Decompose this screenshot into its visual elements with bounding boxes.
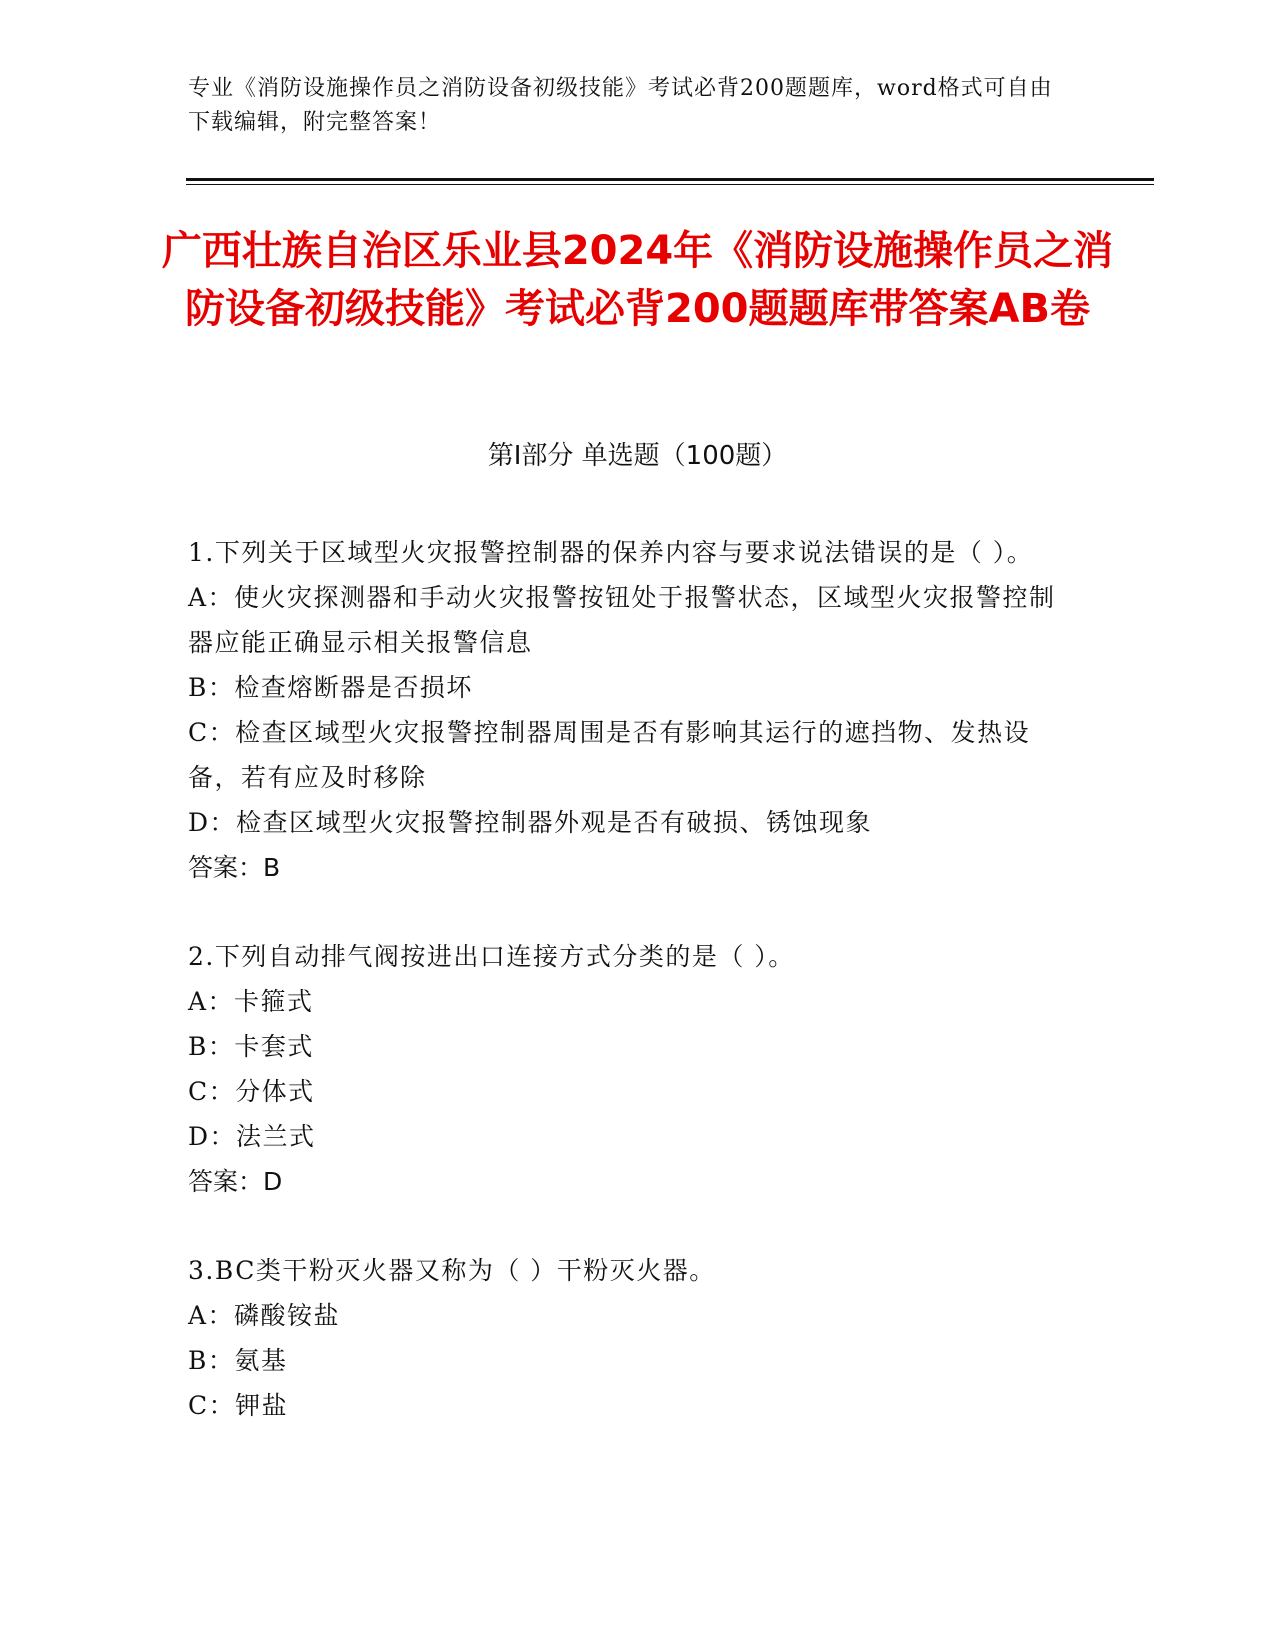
option-d: D：法兰式 (188, 1122, 316, 1151)
question-3 (188, 1248, 1068, 1428)
document-title: 广西壮族自治区乐业县2024年《消防设施操作员之消防设备初级技能》考试必背200题题库带答案AB卷 (161, 228, 1114, 332)
option-b: B：氨基 (188, 1346, 288, 1375)
question-1 (188, 530, 1068, 890)
option-a: A：卡箍式 (188, 987, 314, 1016)
option-c: C：检查区域型火灾报警控制器周围是否有影响其运行的遮挡物、发热设备，若有应及时移除 (188, 718, 1031, 792)
answer-line: 答案：B (188, 853, 281, 882)
header-rule-thin (186, 184, 1154, 185)
option-c: C：分体式 (188, 1077, 315, 1106)
option-d: D：检查区域型火灾报警控制器外观是否有破损、锈蚀现象 (188, 808, 873, 837)
question-list (188, 530, 1068, 1428)
option-c: C：钾盐 (188, 1391, 289, 1420)
header-note: 专业《消防设施操作员之消防设备初级技能》考试必背200题题库，word格式可自由下载编辑，附完整答案！ (188, 76, 1053, 135)
option-b: B：卡套式 (188, 1032, 314, 1061)
question-stem: 2.下列自动排气阀按进出口连接方式分类的是（ ）。 (188, 942, 795, 971)
question-stem: 1.下列关于区域型火灾报警控制器的保养内容与要求说法错误的是（ ）。 (188, 538, 1034, 567)
answer-line: 答案：D (188, 1167, 283, 1196)
header-rule-thick (186, 178, 1154, 181)
section-heading: 第Ⅰ部分 单选题（100题） (487, 441, 788, 471)
option-b: B：检查熔断器是否损坏 (188, 673, 473, 702)
question-stem: 3.BC类干粉灭火器又称为（ ）干粉灭火器。 (188, 1256, 716, 1285)
option-a: A：使火灾探测器和手动火灾报警按钮处于报警状态，区域型火灾报警控制器应能正确显示相关报警信息 (188, 583, 1056, 657)
option-a: A：磷酸铵盐 (188, 1301, 341, 1330)
question-2 (188, 934, 1068, 1204)
